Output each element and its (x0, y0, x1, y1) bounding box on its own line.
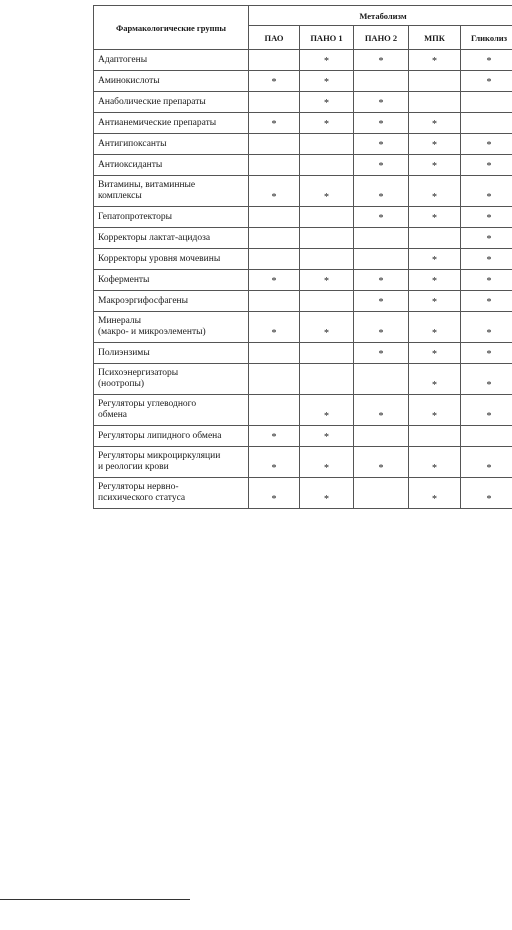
column-header: МПК (409, 26, 461, 50)
mark-cell: * (300, 92, 354, 113)
table-row (94, 207, 512, 228)
mark-cell: * (354, 395, 409, 426)
mark-cell (249, 134, 300, 155)
mark-cell: * (409, 447, 461, 478)
group-name-cell (94, 176, 249, 207)
table-row (94, 270, 512, 291)
mark-cell (300, 207, 354, 228)
group-name-line: Регуляторы нервно- (98, 482, 179, 492)
mark-cell: * (409, 270, 461, 291)
mark-cell: * (249, 426, 300, 447)
mark-cell (249, 249, 300, 270)
mark-cell: * (461, 270, 512, 291)
group-name-line: Регуляторы микроциркуляции (98, 451, 221, 461)
group-name-line: (макро- и микроэлементы) (98, 327, 206, 337)
group-name-cell (94, 134, 249, 155)
mark-cell (354, 71, 409, 92)
mark-cell: * (461, 312, 512, 343)
group-name-cell (94, 207, 249, 228)
mark-cell: * (249, 478, 300, 509)
mark-cell: * (300, 312, 354, 343)
table-row (94, 113, 512, 134)
group-name-cell (94, 92, 249, 113)
column-header: ПАО (249, 26, 300, 50)
mark-cell: * (249, 312, 300, 343)
mark-cell: * (354, 270, 409, 291)
mark-cell (300, 249, 354, 270)
mark-cell: * (409, 312, 461, 343)
group-name-line: обмена (98, 410, 128, 420)
mark-cell: * (409, 207, 461, 228)
mark-cell: * (354, 343, 409, 364)
mark-cell: * (409, 176, 461, 207)
mark-cell (249, 364, 300, 395)
table-body (94, 50, 512, 509)
mark-cell: * (461, 176, 512, 207)
mark-cell: * (461, 207, 512, 228)
group-name-cell (94, 478, 249, 509)
mark-cell: * (354, 176, 409, 207)
mark-cell: * (300, 447, 354, 478)
mark-cell (249, 207, 300, 228)
table-row (94, 71, 512, 92)
group-name-line: Адаптогены (98, 54, 148, 65)
mark-cell (409, 228, 461, 249)
group-name-cell (94, 426, 249, 447)
mark-cell (461, 92, 512, 113)
mark-cell: * (300, 113, 354, 134)
mark-cell (354, 426, 409, 447)
mark-cell (300, 228, 354, 249)
group-name-line: Макроэргифосфагены (98, 295, 189, 306)
mark-cell: * (409, 343, 461, 364)
mark-cell: * (354, 92, 409, 113)
group-name-line: Корректоры лактат-ацидоза (98, 232, 211, 243)
mark-cell: * (461, 134, 512, 155)
mark-cell: * (354, 291, 409, 312)
group-name-line: Полиэнзимы (98, 347, 150, 358)
table-row (94, 291, 512, 312)
mark-cell: * (461, 71, 512, 92)
mark-cell (300, 343, 354, 364)
mark-cell: * (300, 50, 354, 71)
group-name-cell (94, 71, 249, 92)
column-header: Гликолиз (461, 26, 512, 50)
mark-cell: * (461, 155, 512, 176)
group-name-cell (94, 50, 249, 71)
mark-cell: * (300, 478, 354, 509)
group-name-line: (ноотропы) (98, 379, 145, 389)
group-name-cell (94, 447, 249, 478)
mark-cell: * (461, 364, 512, 395)
group-name-line: Психоэнергизаторы (98, 368, 179, 378)
mark-cell: * (461, 228, 512, 249)
group-name-cell (94, 343, 249, 364)
group-name-line: Антигипоксанты (98, 138, 167, 149)
mark-cell (354, 478, 409, 509)
table-row (94, 92, 512, 113)
mark-cell (300, 155, 354, 176)
mark-cell: * (409, 113, 461, 134)
mark-cell: * (461, 50, 512, 71)
footnote-rule (0, 899, 190, 900)
mark-cell: * (354, 134, 409, 155)
header-metabolism: Метаболизм (249, 6, 512, 26)
column-header: ПАНО 1 (300, 26, 354, 50)
mark-cell: * (354, 50, 409, 71)
table-row (94, 364, 512, 395)
mark-cell: * (461, 447, 512, 478)
group-name-cell (94, 113, 249, 134)
mark-cell: * (354, 447, 409, 478)
table-row (94, 426, 512, 447)
table-row (94, 50, 512, 71)
mark-cell: * (249, 447, 300, 478)
group-name-line: Витамины, витаминные (98, 180, 196, 190)
table-row (94, 134, 512, 155)
group-name-cell (94, 249, 249, 270)
group-name-line: Анаболические препараты (98, 96, 206, 107)
mark-cell (249, 343, 300, 364)
table-row (94, 395, 512, 426)
mark-cell: * (300, 71, 354, 92)
group-name-cell (94, 228, 249, 249)
table-row (94, 447, 512, 478)
mark-cell: * (354, 207, 409, 228)
mark-cell (249, 155, 300, 176)
column-header: ПАНО 2 (354, 26, 409, 50)
mark-cell: * (409, 134, 461, 155)
group-name-line: психического статуса (98, 493, 186, 503)
mark-cell: * (461, 395, 512, 426)
group-name-cell (94, 155, 249, 176)
mark-cell: * (461, 249, 512, 270)
mark-cell: * (300, 176, 354, 207)
mark-cell (300, 291, 354, 312)
mark-cell: * (409, 291, 461, 312)
group-name-line: Регуляторы углеводного (98, 399, 197, 409)
mark-cell: * (461, 291, 512, 312)
metabolism-table (93, 5, 512, 509)
mark-cell (249, 50, 300, 71)
mark-cell: * (409, 395, 461, 426)
table-row (94, 176, 512, 207)
group-name-line: Антианемические препараты (98, 117, 217, 128)
mark-cell (409, 426, 461, 447)
group-name-cell (94, 270, 249, 291)
group-name-line: и реологии крови (98, 462, 169, 472)
mark-cell: * (461, 343, 512, 364)
group-name-line: Антиоксиданты (98, 159, 163, 170)
mark-cell (300, 364, 354, 395)
mark-cell (461, 113, 512, 134)
mark-cell: * (300, 395, 354, 426)
mark-cell (409, 71, 461, 92)
mark-cell (249, 228, 300, 249)
table-row (94, 312, 512, 343)
group-name-cell (94, 395, 249, 426)
mark-cell: * (249, 176, 300, 207)
group-name-cell (94, 364, 249, 395)
mark-cell: * (409, 364, 461, 395)
mark-cell (249, 92, 300, 113)
mark-cell: * (409, 478, 461, 509)
mark-cell: * (249, 71, 300, 92)
mark-cell (354, 249, 409, 270)
group-name-line: Корректоры уровня мочевины (98, 253, 221, 264)
group-name-line: Коферменты (98, 274, 150, 285)
group-name-line: комплексы (98, 191, 142, 201)
mark-cell: * (354, 155, 409, 176)
mark-cell: * (249, 270, 300, 291)
mark-cell (354, 228, 409, 249)
mark-cell (461, 426, 512, 447)
header-pharmacological-groups: Фармакологические группы (94, 6, 249, 50)
group-name-line: Регуляторы липидного обмена (98, 430, 222, 441)
group-name-line: Минералы (98, 316, 142, 326)
table-row (94, 155, 512, 176)
mark-cell: * (461, 478, 512, 509)
mark-cell (409, 92, 461, 113)
mark-cell: * (300, 426, 354, 447)
group-name-cell (94, 312, 249, 343)
table-row (94, 249, 512, 270)
mark-cell: * (409, 249, 461, 270)
mark-cell: * (409, 155, 461, 176)
mark-cell: * (300, 270, 354, 291)
mark-cell: * (354, 113, 409, 134)
table-row (94, 478, 512, 509)
mark-cell: * (249, 113, 300, 134)
group-name-cell (94, 291, 249, 312)
group-name-line: Гепатопротекторы (98, 211, 173, 222)
table-row (94, 343, 512, 364)
group-name-line: Аминокислоты (98, 75, 160, 86)
mark-cell (249, 395, 300, 426)
mark-cell: * (354, 312, 409, 343)
mark-cell (300, 134, 354, 155)
mark-cell (354, 364, 409, 395)
table-row (94, 228, 512, 249)
mark-cell: * (409, 50, 461, 71)
mark-cell (249, 291, 300, 312)
